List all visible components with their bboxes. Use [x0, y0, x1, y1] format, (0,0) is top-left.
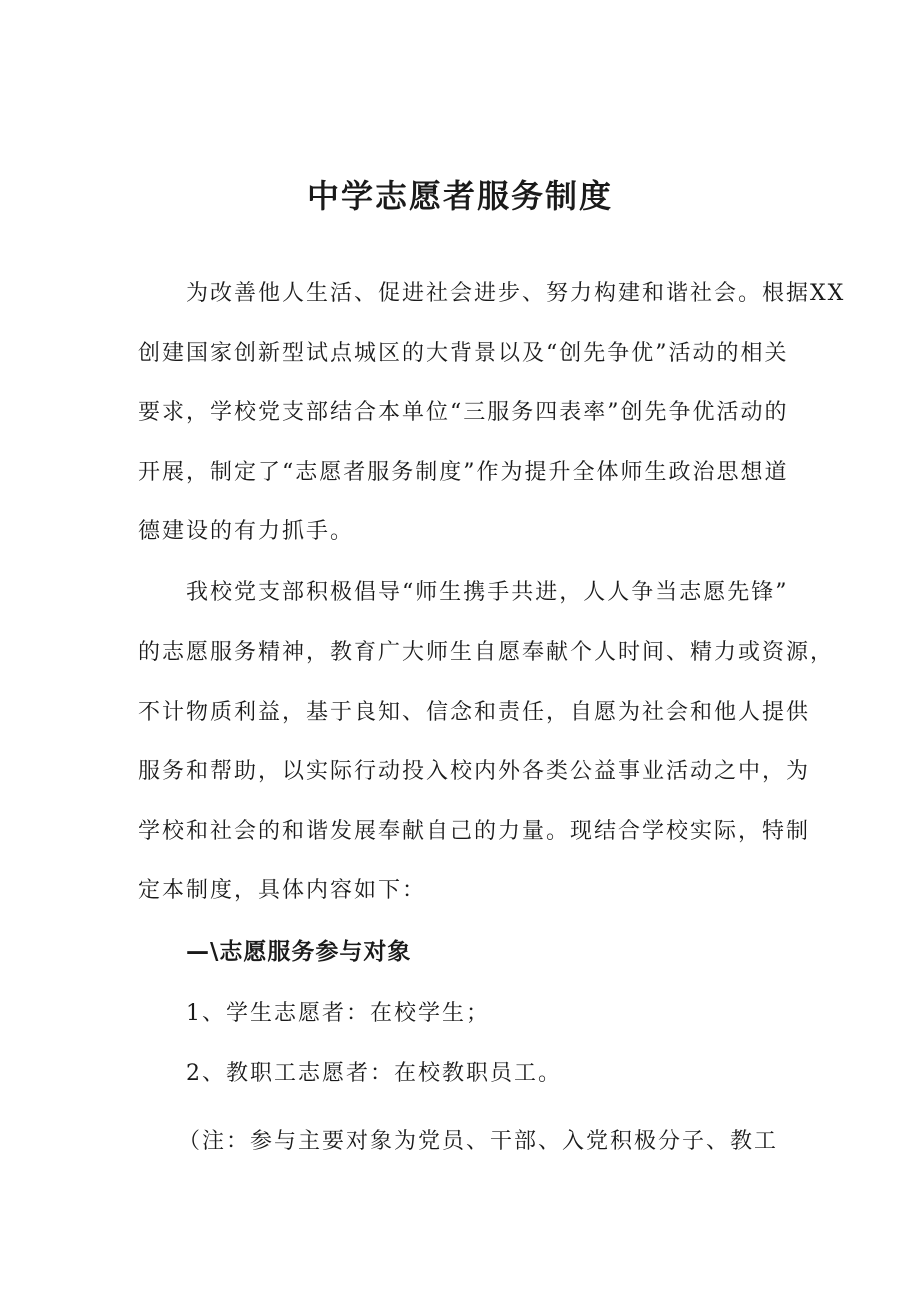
- list-item: 1、学生志愿者：在校学生；: [186, 1001, 490, 1026]
- paragraph-2-line-2: 的志愿服务精神，教育广大师生自愿奉献个人时间、精力或资源，: [138, 640, 835, 665]
- note-text: （注：参与主要对象为党员、干部、入党积极分子、教工: [178, 1129, 779, 1154]
- paragraph-2-line-5: 学校和社会的和谐发展奉献自己的力量。现结合学校实际，特制: [138, 819, 811, 844]
- paragraph-2-line-4: 服务和帮助，以实际行动投入校内外各类公益事业活动之中，为: [138, 759, 811, 784]
- paragraph-1-line-1: 为改善他人生活、促进社会进步、努力构建和谐社会。根据XX: [186, 281, 846, 306]
- paragraph-1-line-4: 开展，制定了“志愿者服务制度”作为提升全体师生政治思想道: [138, 460, 789, 485]
- paragraph-2-line-3: 不计物质利益，基于良知、信念和责任，自愿为社会和他人提供: [138, 700, 811, 725]
- paragraph-2-line-6: 定本制度，具体内容如下：: [138, 878, 427, 903]
- list-item: 2、教职工志愿者：在校教职员工。: [186, 1061, 562, 1086]
- paragraph-1-line-5: 德建设的有力抓手。: [138, 519, 355, 544]
- paragraph-1-line-2: 创建国家创新型试点城区的大背景以及“创先争优”活动的相关: [138, 341, 789, 366]
- document-title: 中学志愿者服务制度: [306, 177, 613, 215]
- paragraph-2-line-1: 我校党支部积极倡导“师生携手共进，人人争当志愿先锋”: [186, 580, 789, 605]
- section-heading: —\志愿服务参与对象: [186, 939, 412, 965]
- paragraph-1-line-3: 要求，学校党支部结合本单位“三服务四表率”创先争优活动的: [138, 400, 789, 425]
